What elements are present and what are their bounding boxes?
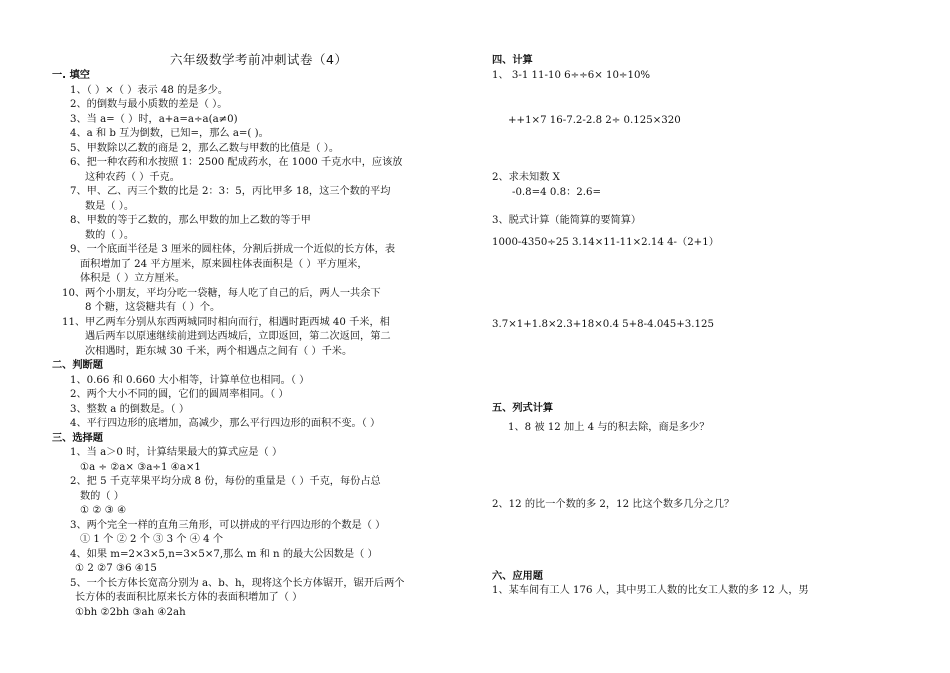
question-line: ① 1 个 ② 2 个 ③ 3 个 ④ 4 个 xyxy=(80,534,224,545)
question-line: 4、a 和 b 互为倒数，已知=，那么 a=( )。 xyxy=(70,128,269,139)
question-line: 4、平行四边形的底增加，高减少，那么平行四边形的面积不变。（ ） xyxy=(70,418,381,429)
question-line: 7、甲、乙、丙三个数的比是 2：3：5，丙比甲多 18，这三个数的平均 xyxy=(70,186,391,197)
question-line: 数的（ ） xyxy=(80,490,124,502)
question-line: ① ② ③ ④ xyxy=(80,505,127,516)
page-title: 六年级数学考前冲刺试卷（4） xyxy=(170,52,348,67)
question-line: 3、当 a=（ ）时，a+a=a÷a(a≠0) xyxy=(70,113,238,125)
question-line: 8 个糖，这袋糖共有（ ）个。 xyxy=(85,302,221,313)
question-line: 3.7×1+1.8×2.3+18×0.4 5+8-4.045+3.125 xyxy=(492,319,714,330)
question-line: 2、的倒数与最小质数的差是（ ）。 xyxy=(70,99,228,110)
question-line: 次相遇时，距东城 30 千米，两个相遇点之间有（ ）千米。 xyxy=(85,345,353,357)
question-line: 1、当 a＞0 时，计算结果最大的算式应是（ ） xyxy=(70,447,283,458)
question-line: 面积增加了 24 平方厘米，原来圆柱体表面积是（ ）平方厘米， xyxy=(80,258,368,270)
question-line: 9、一个底面半径是 3 厘米的圆柱体，分割后拼成一个近似的长方体，表 xyxy=(70,244,396,255)
section-heading: 三、选择题 xyxy=(52,432,103,444)
question-line: 3、脱式计算（能简算的要简算） xyxy=(492,215,642,226)
question-line: 1、8 被 12 加上 4 与的积去除，商是多少？ xyxy=(508,422,710,433)
question-line: ++1×7 16-7.2-2.8 2÷ 0.125×320 xyxy=(508,115,681,126)
question-line: ①a ÷ ②a× ③a÷1 ④a×1 xyxy=(80,461,201,473)
question-line: 3、两个完全一样的直角三角形，可以拼成的平行四边形的个数是（ ） xyxy=(70,519,386,531)
question-line: ①bh ②2bh ③ah ④2ah xyxy=(75,606,186,618)
question-line: 这种农药（ ）千克。 xyxy=(85,171,180,183)
question-line: 数是（ ）。 xyxy=(85,200,135,212)
section-heading: 四、计算 xyxy=(492,55,533,66)
question-line: 4、如果 m=2×3×5,n=3×5×7,那么 m 和 n 的最大公因数是（ ） xyxy=(70,548,378,560)
section-heading: 二、判断题 xyxy=(52,360,103,371)
question-line: 5、甲数除以乙数的商是 2，那么乙数与甲数的比值是（ ）。 xyxy=(70,142,340,154)
question-line: 2、把 5 千克苹果平均分成 8 份，每份的重量是（ ）千克，每份占总 xyxy=(70,476,381,487)
question-line: 1、某车间有工人 176 人，其中男工人数的比女工人数的多 12 人，男 xyxy=(492,585,809,596)
question-line: 1000-4350÷25 3.14×11-11×2.14 4-（2+1） xyxy=(492,237,719,248)
question-line: 2、两个大小不同的圆，它们的圆周率相同。（ ） xyxy=(70,389,289,400)
question-line: 遇后两车以原速继续前进到达西城后，立即返回，第二次返回，第二 xyxy=(85,331,391,342)
question-line: 11、甲乙两车分别从东西两城同时相向而行，相遇时距西城 40 千米，相 xyxy=(62,316,390,328)
question-line: -0.8=4 0.8：2.6= xyxy=(512,187,602,198)
question-line: 1、（ ）×（ ）表示 48 的是多少。 xyxy=(70,84,229,96)
section-heading: 五、列式计算 xyxy=(492,403,554,414)
question-line: 2、求未知数 X xyxy=(492,172,560,183)
question-line: 3、整数 a 的倒数是。（ ） xyxy=(70,403,190,415)
question-line: 体积是（ ）立方厘米。 xyxy=(80,273,186,284)
section-heading: 六、应用题 xyxy=(492,571,543,582)
question-line: 1、0.66 和 0.660 大小相等，计算单位也相同。（ ） xyxy=(70,374,310,386)
question-line: 1、 3-1 11-10 6÷÷6× 10÷10% xyxy=(492,70,651,81)
question-line: 10、两个小朋友，平均分吃一袋糖，每人吃了自己的后，两人一共余下 xyxy=(62,287,381,299)
question-line: 数的（ ）。 xyxy=(85,229,135,241)
question-line: 长方体的表面积比原来长方体的表面积增加了（ ） xyxy=(75,592,303,603)
question-line: ① 2 ②7 ③6 ④15 xyxy=(75,563,157,574)
question-line: 8、甲数的等于乙数的，那么甲数的加上乙数的等于甲 xyxy=(70,215,311,226)
section-heading: 一. 填空 xyxy=(52,70,90,81)
question-line: 5、一个长方体长宽高分别为 a、b、h，现将这个长方体锯开，锯开后两个 xyxy=(70,577,405,589)
question-line: 6、把一种农药和水按照 1：2500 配成药水，在 1000 千克水中，应该放 xyxy=(70,157,403,168)
question-line: 2、12 的比一个数的多 2，12 比这个数多几分之几？ xyxy=(492,499,735,510)
